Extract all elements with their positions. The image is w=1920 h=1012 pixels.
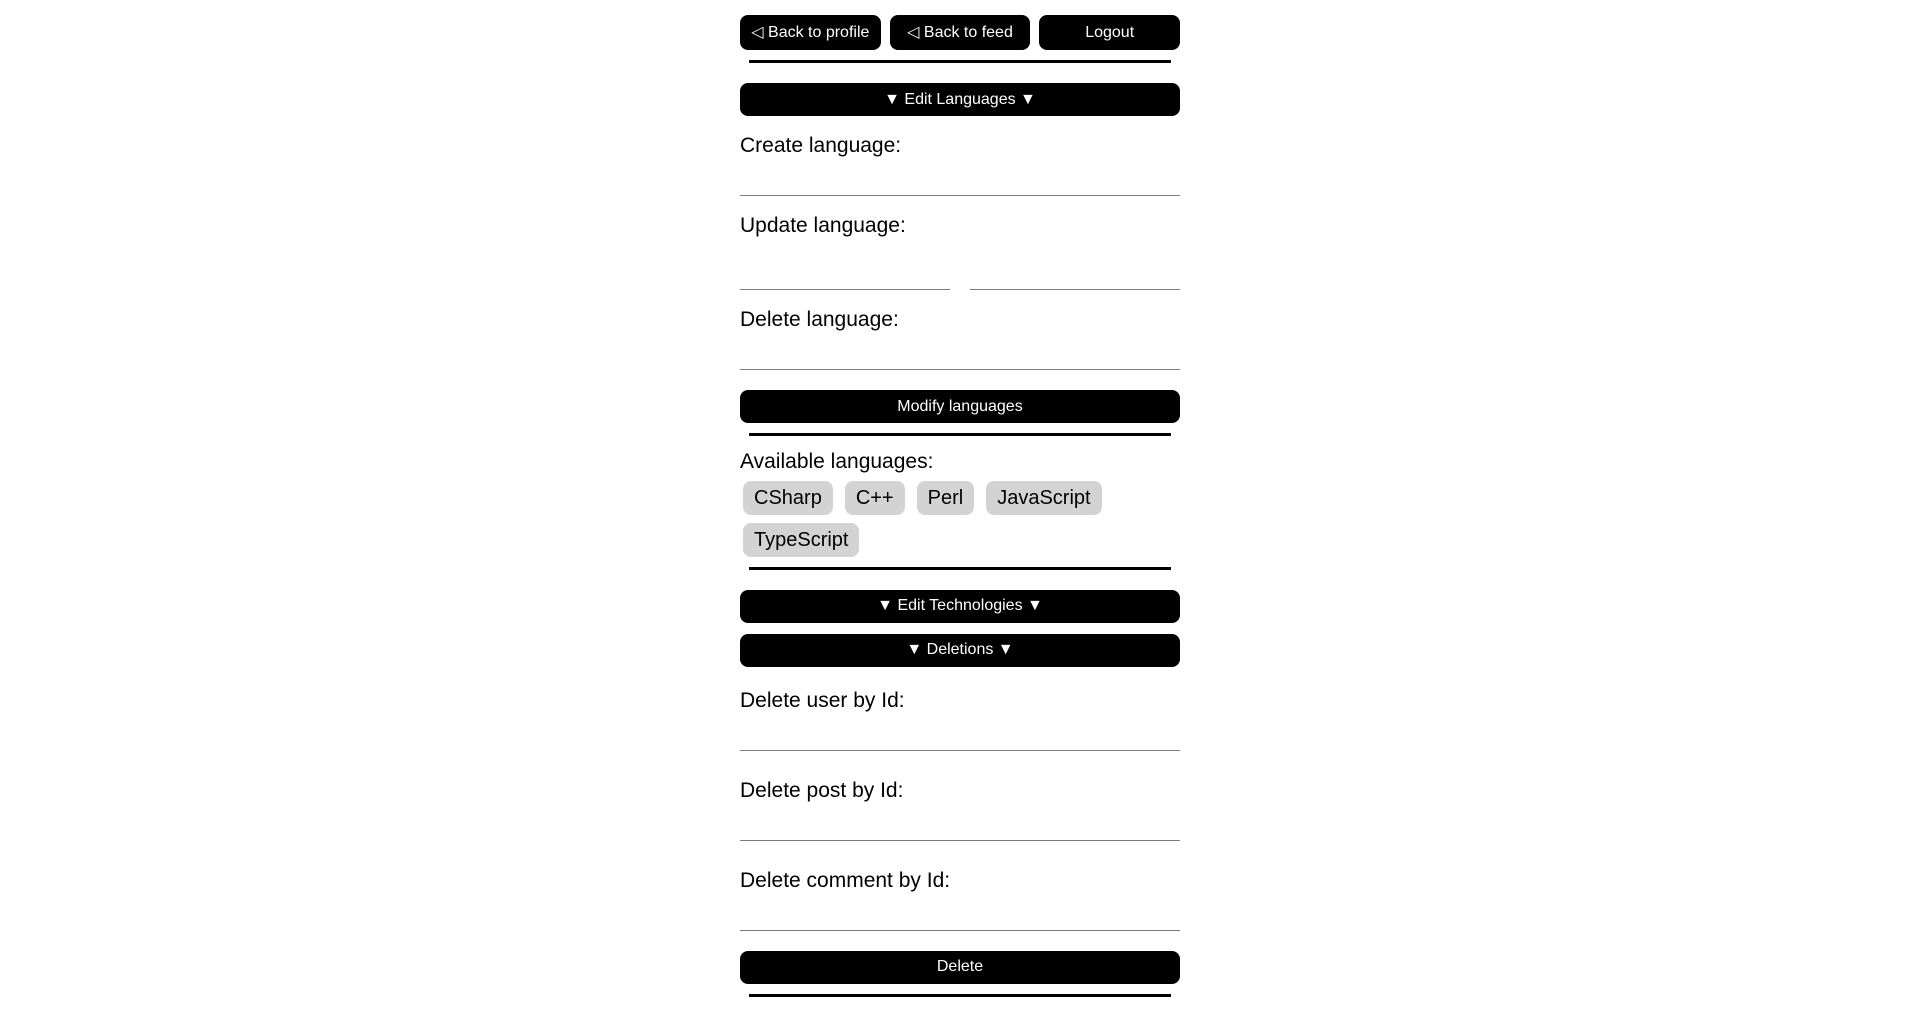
available-languages-label: Available languages: [740, 450, 934, 474]
topbar [740, 15, 1180, 50]
edit-technologies-toggle[interactable]: ▼ Edit Technologies ▼ [740, 590, 1180, 623]
delete-post-input[interactable] [740, 803, 1180, 841]
delete-language-input[interactable] [740, 332, 1180, 370]
edit-languages-toggle[interactable]: ▼ Edit Languages ▼ [740, 83, 1180, 116]
delete-post-label: Delete post by Id: [740, 778, 904, 802]
languages-list-divider [749, 567, 1171, 570]
admin-panel [740, 0, 1180, 997]
delete-user-label: Delete user by Id: [740, 688, 905, 712]
delete-language-label: Delete language: [740, 308, 899, 332]
language-tag: JavaScript [986, 481, 1101, 515]
back-to-feed-button[interactable]: ◁ Back to feed [890, 15, 1031, 50]
languages-form-divider [749, 433, 1171, 436]
update-language-first-input[interactable] [740, 238, 950, 290]
language-tag-list [740, 481, 1180, 557]
update-language-label: Update language: [740, 214, 906, 238]
back-to-profile-button[interactable]: ◁ Back to profile [740, 15, 881, 50]
deletions-divider [749, 994, 1171, 997]
update-language-second-input[interactable] [970, 238, 1180, 290]
logout-button[interactable]: Logout [1039, 15, 1180, 50]
topbar-divider [749, 60, 1171, 63]
delete-comment-label: Delete comment by Id: [740, 868, 951, 892]
language-tag: TypeScript [743, 523, 859, 557]
language-tag: Perl [917, 481, 975, 515]
deletions-toggle[interactable]: ▼ Deletions ▼ [740, 634, 1180, 667]
delete-button[interactable]: Delete [740, 951, 1180, 984]
language-tag: CSharp [743, 481, 833, 515]
update-language-inputs [740, 238, 1180, 290]
create-language-label: Create language: [740, 134, 902, 157]
delete-user-input[interactable] [740, 713, 1180, 751]
language-tag: C++ [845, 481, 905, 515]
create-language-input[interactable] [740, 158, 1180, 196]
modify-languages-button[interactable]: Modify languages [740, 390, 1180, 423]
delete-comment-input[interactable] [740, 893, 1180, 931]
